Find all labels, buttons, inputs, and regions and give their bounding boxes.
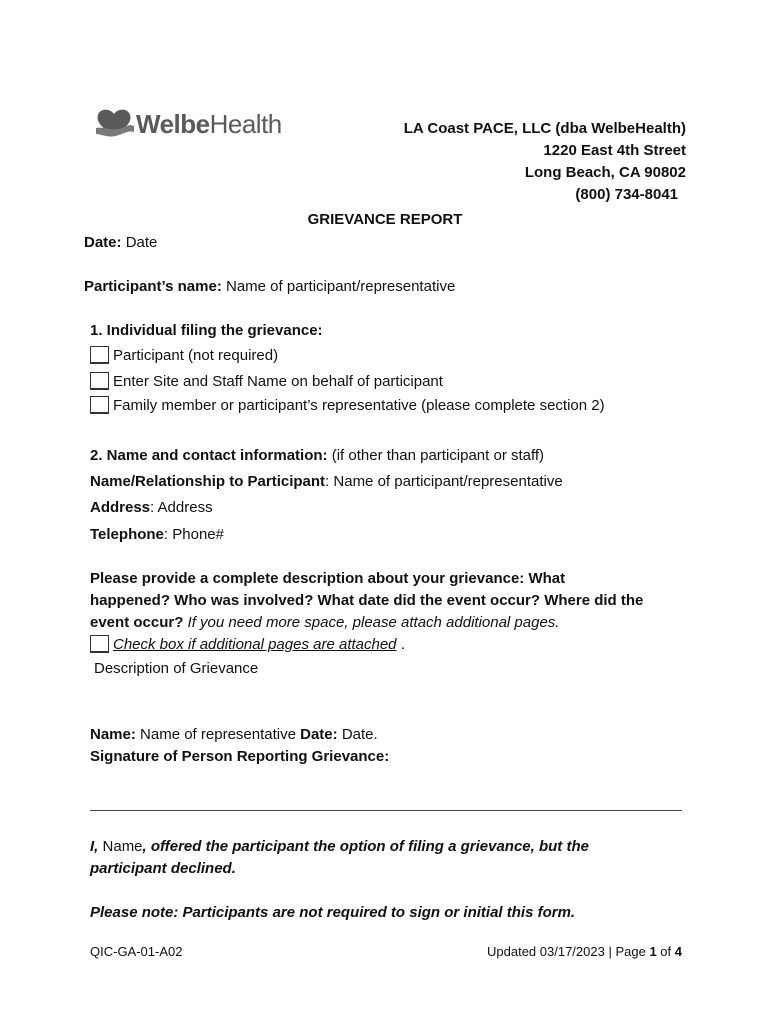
option-staff-label: Enter Site and Staff Name on behalf of participant bbox=[113, 373, 443, 390]
logo-wordmark bbox=[136, 109, 282, 140]
page-total: 4 bbox=[674, 944, 682, 959]
page-title: GRIEVANCE REPORT bbox=[307, 211, 463, 228]
participant-name-field[interactable]: Name of participant/representative bbox=[226, 278, 456, 295]
option-family bbox=[90, 396, 605, 416]
section2-heading: 2. Name and contact information: bbox=[90, 447, 328, 464]
welbehealth-logo bbox=[92, 106, 282, 142]
relationship-label: Name/Relationship to Participant bbox=[90, 473, 326, 490]
participant-name-row bbox=[84, 277, 455, 297]
section1-heading: 1. Individual filing the grievance: bbox=[90, 322, 323, 339]
checkbox-family[interactable] bbox=[90, 396, 109, 414]
option-family-label: Family member or participant’s representative (please complete section 2) bbox=[113, 397, 605, 414]
updated-text: Updated 03/17/2023 | Page bbox=[487, 944, 646, 959]
declined-text-line1: , offered the participant the option of filing a grievance, but the bbox=[142, 838, 589, 855]
sign-note: Please note: Participants are not required to sign or initial this form. bbox=[90, 904, 576, 921]
address-row: Address: Address bbox=[90, 499, 213, 516]
declined-name-field[interactable]: Name bbox=[102, 838, 143, 855]
section2-heading-note: (if other than participant or staff) bbox=[331, 447, 545, 464]
option-participant bbox=[90, 346, 278, 366]
signoff-name-label: Name: bbox=[90, 726, 136, 743]
description-prompt-line3 bbox=[90, 613, 559, 633]
declined-prefix: I, bbox=[90, 838, 99, 855]
relationship-row: Name/Relationship to Participant: Name of participant/representative bbox=[90, 473, 563, 490]
option-staff bbox=[90, 372, 443, 392]
description-prompt-line2: happened? Who was involved? What date did the event occur? Where did the bbox=[90, 592, 644, 609]
logo-word-bold: Welbe bbox=[136, 108, 210, 139]
org-city: Long Beach, CA 90802 bbox=[524, 164, 686, 181]
option-participant-label: Participant (not required) bbox=[113, 347, 279, 364]
description-prompt-line1: Please provide a complete description about your grievance: What bbox=[90, 570, 566, 587]
description-prompt-line3-bold: event occur? bbox=[90, 614, 184, 631]
declined-text-line2: participant declined. bbox=[90, 860, 236, 877]
heart-hands-icon bbox=[92, 106, 136, 142]
org-name: LA Coast PACE, LLC (dba WelbeHealth) bbox=[403, 120, 686, 137]
description-prompt-line3-italic: If you need more space, please attach additional pages. bbox=[187, 614, 560, 631]
signoff-date-field[interactable]: Date. bbox=[341, 726, 378, 743]
date-label: Date: bbox=[84, 234, 122, 251]
checkbox-staff[interactable] bbox=[90, 372, 109, 390]
checkbox-participant[interactable] bbox=[90, 346, 109, 364]
telephone-label: Telephone bbox=[90, 526, 164, 543]
page-info bbox=[487, 944, 682, 959]
address-field[interactable]: Address bbox=[157, 499, 213, 516]
declined-line1 bbox=[90, 837, 589, 857]
participant-name-label: Participant’s name: bbox=[84, 278, 222, 295]
signoff-name-field[interactable]: Name of representative bbox=[140, 726, 296, 743]
description-field[interactable]: Description of Grievance bbox=[94, 660, 259, 677]
org-street: 1220 East 4th Street bbox=[543, 142, 686, 159]
additional-pages-suffix: . bbox=[400, 636, 405, 653]
address-label: Address bbox=[90, 499, 151, 516]
form-code: QIC-GA-01-A02 bbox=[90, 944, 183, 959]
signature-label: Signature of Person Reporting Grievance: bbox=[90, 748, 390, 765]
telephone-row: Telephone: Phone# bbox=[90, 526, 224, 543]
date-row bbox=[84, 233, 157, 253]
relationship-field[interactable]: Name of participant/representative bbox=[333, 473, 563, 490]
additional-pages-label: Check box if additional pages are attached bbox=[113, 636, 397, 653]
org-address-block bbox=[404, 118, 686, 206]
section2-heading-row bbox=[90, 446, 544, 466]
page-number: 1 bbox=[649, 944, 657, 959]
page-of: of bbox=[660, 944, 672, 959]
signoff-row bbox=[90, 725, 378, 745]
signoff-date-label: Date: bbox=[300, 726, 338, 743]
telephone-field[interactable]: Phone# bbox=[172, 526, 224, 543]
checkbox-additional-pages[interactable] bbox=[90, 635, 109, 653]
org-phone: (800) 734-8041 bbox=[575, 186, 678, 203]
signature-line bbox=[90, 810, 682, 811]
additional-pages-row bbox=[90, 635, 405, 655]
logo-word-thin: Health bbox=[209, 108, 282, 139]
date-field[interactable]: Date bbox=[125, 234, 158, 251]
